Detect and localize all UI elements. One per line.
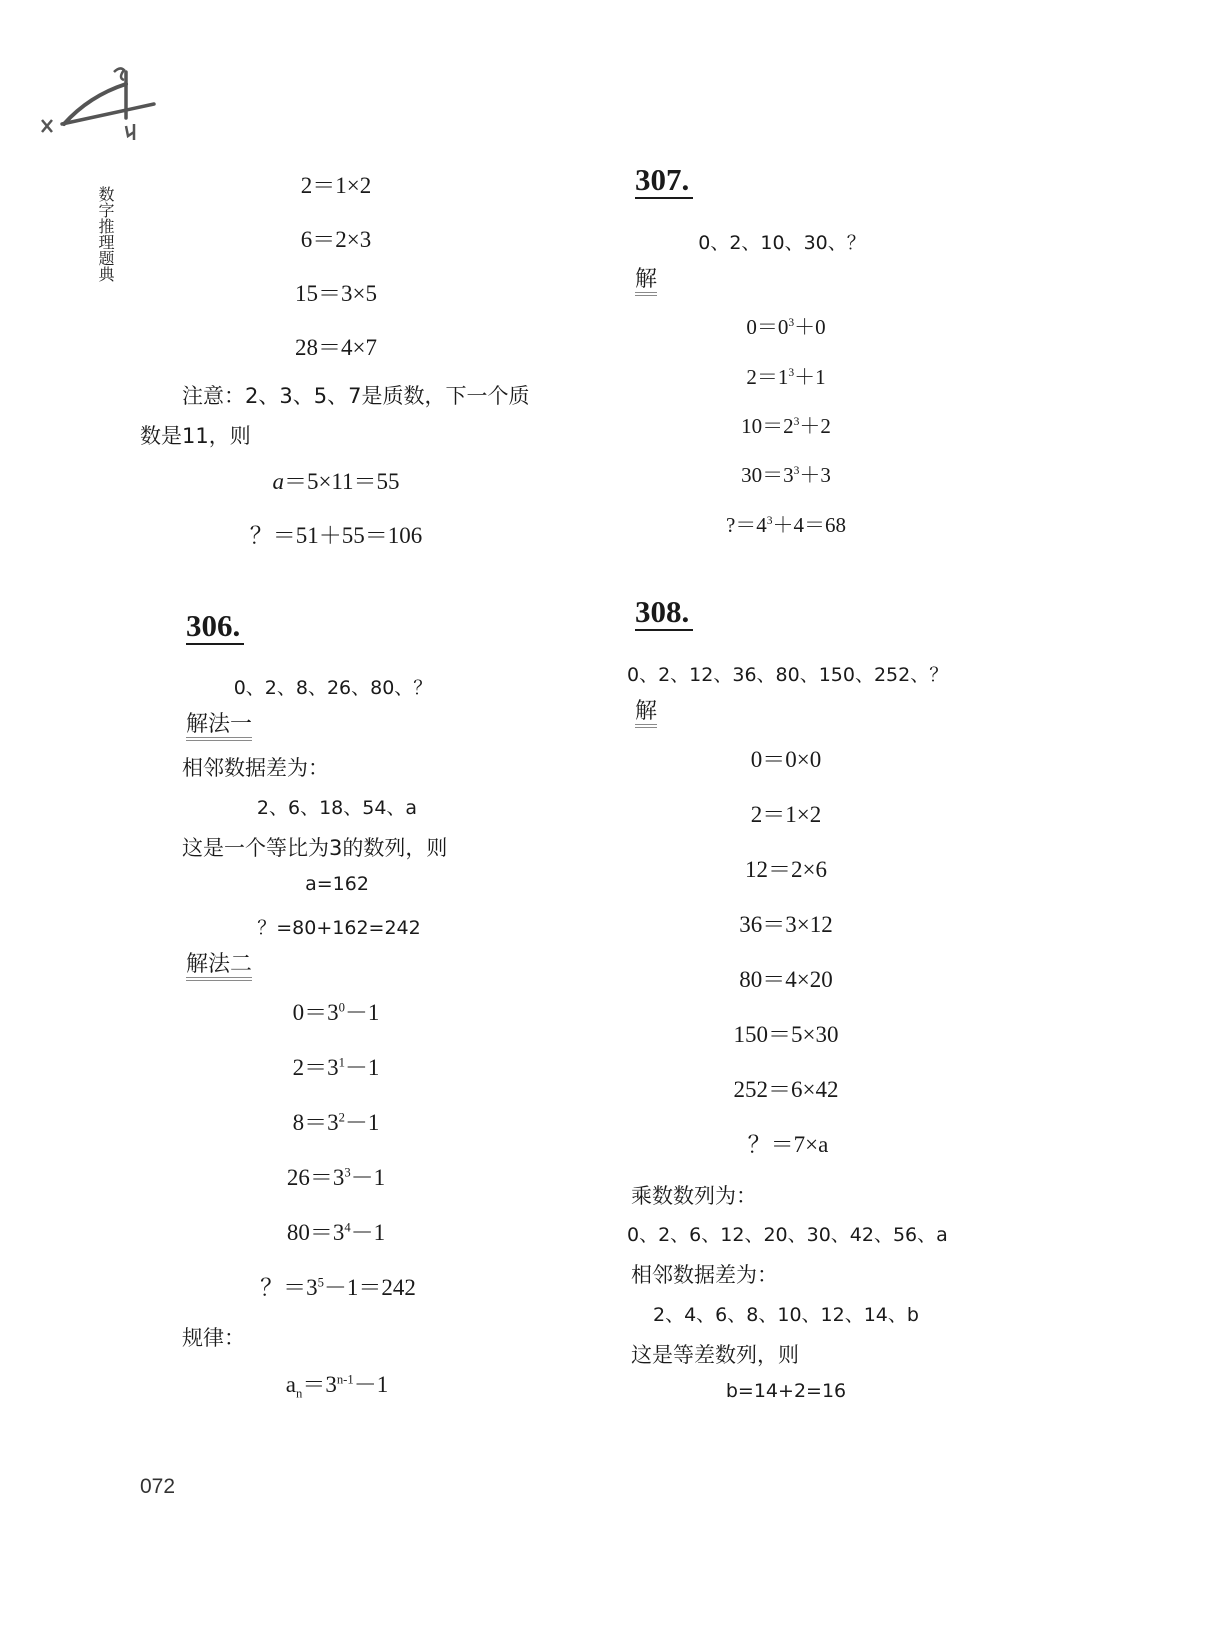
eq-exponent: 3 — [788, 317, 795, 329]
eq-rhs: －1＝242 — [323, 1275, 416, 1300]
equation: 12＝2×6 — [745, 857, 827, 882]
rule-exponent: n-1 — [336, 1372, 354, 1387]
solution-label: 解 — [635, 267, 657, 296]
rule-base: a — [285, 1372, 297, 1397]
problem-number: 306. — [186, 610, 244, 645]
eq-exponent: 3 — [793, 465, 800, 477]
value-line: a=162 — [305, 873, 369, 895]
eq-lhs: 0＝3 — [292, 1000, 339, 1025]
eq-rhs: ＋3 — [799, 463, 831, 487]
equation: ？＝7×a — [747, 1132, 829, 1157]
eq-lhs: 10＝2 — [741, 414, 794, 438]
text-line: 这是一个等比为3的数列，则 — [182, 836, 448, 860]
eq-rhs: －1 — [350, 1165, 386, 1190]
equation: 36＝3×12 — [739, 912, 833, 937]
rule-end: －1 — [353, 1372, 389, 1397]
solution-label: 解法二 — [186, 952, 252, 981]
equation — [746, 311, 825, 341]
result-equation: ？＝51＋55＝106 — [249, 523, 423, 548]
equation — [746, 361, 825, 391]
eq-rhs: －1 — [344, 1000, 380, 1025]
equation: 80＝4×20 — [739, 967, 833, 992]
variable-a: a — [272, 469, 284, 494]
note-line: 注意：2、3、5、7是质数，下一个质 — [182, 384, 530, 408]
equation-rest: ＝5×11＝55 — [283, 469, 400, 494]
eq-rhs: ＋0 — [794, 315, 826, 339]
page-number: 072 — [140, 1475, 176, 1498]
eq-exponent: 4 — [344, 1220, 351, 1235]
rule-formula — [286, 1366, 388, 1399]
eq-lhs: 2＝3 — [292, 1055, 339, 1080]
eq-exponent: 3 — [788, 367, 795, 379]
problem-number: 307. — [635, 164, 693, 199]
equation: 28＝4×7 — [295, 335, 377, 360]
equation — [293, 1049, 380, 1082]
eq-lhs: ？＝3 — [260, 1275, 318, 1300]
eq-lhs: 80＝3 — [286, 1220, 345, 1245]
equation — [741, 410, 831, 440]
rule-label: 规律： — [182, 1326, 245, 1350]
eq-exponent: 3 — [793, 416, 800, 428]
eq-rhs: ＋1 — [794, 365, 826, 389]
result-equation — [272, 463, 399, 496]
eq-exponent: 3 — [344, 1165, 351, 1180]
equation — [726, 509, 846, 539]
equation — [741, 459, 831, 489]
eq-exponent: 0 — [338, 1000, 345, 1015]
equation: 0＝0×0 — [750, 747, 822, 772]
equation: 252＝6×42 — [733, 1077, 839, 1102]
eq-lhs: 26＝3 — [286, 1165, 345, 1190]
problem-number: 308. — [635, 596, 693, 631]
solution-label: 解法一 — [186, 712, 252, 741]
equation: 15＝3×5 — [295, 281, 377, 306]
text-line: 这是等差数列，则 — [631, 1343, 799, 1367]
eq-exponent: 5 — [317, 1275, 324, 1290]
equation: 150＝5×30 — [733, 1022, 839, 1047]
text-line: 相邻数据差为： — [631, 1263, 778, 1287]
value-line: b=14+2=16 — [725, 1380, 847, 1402]
problem-sequence: 0、2、10、30、？ — [698, 232, 866, 254]
eq-rhs: －1 — [350, 1220, 386, 1245]
eq-lhs: 8＝3 — [292, 1110, 339, 1135]
problem-sequence: 0、2、12、36、80、150、252、？ — [627, 664, 949, 686]
eq-rhs: ＋2 — [799, 414, 831, 438]
equation — [287, 1214, 385, 1247]
equation — [260, 1269, 416, 1302]
eq-lhs: 0＝0 — [746, 315, 789, 339]
text-line: 相邻数据差为： — [182, 756, 329, 780]
equation: 2＝1×2 — [300, 173, 372, 198]
eq-lhs: 2＝1 — [746, 365, 789, 389]
note-line: 数是11，则 — [140, 424, 251, 448]
eq-rhs: －1 — [344, 1055, 380, 1080]
eq-exponent: 3 — [766, 515, 773, 527]
rule-subscript: n — [296, 1386, 303, 1401]
eq-exponent: 2 — [338, 1110, 345, 1125]
book-title-vertical: 数字推理题典 — [96, 186, 115, 282]
sequence-line: 2、4、6、8、10、12、14、b — [653, 1304, 919, 1326]
axes-logo — [34, 56, 164, 142]
problem-sequence: 0、2、8、26、80、？ — [233, 677, 433, 699]
eq-lhs: 30＝3 — [741, 463, 794, 487]
equation: 6＝2×3 — [300, 227, 372, 252]
rule-mid: ＝3 — [302, 1372, 337, 1397]
equation — [287, 1159, 385, 1192]
text-line: 乘数数列为： — [631, 1184, 757, 1208]
eq-rhs: ＋4＝68 — [772, 513, 847, 537]
eq-exponent: 1 — [338, 1055, 345, 1070]
equation: 2＝1×2 — [750, 802, 822, 827]
solution-label: 解 — [635, 699, 657, 728]
equation — [293, 994, 380, 1027]
equation — [293, 1104, 380, 1137]
sequence-line: 2、6、18、54、a — [256, 797, 418, 819]
eq-lhs: ?＝4 — [725, 513, 767, 537]
eq-rhs: －1 — [344, 1110, 380, 1135]
answer-line: ？=80+162=242 — [257, 917, 421, 939]
sequence-line: 0、2、6、12、20、30、42、56、a — [627, 1224, 948, 1246]
